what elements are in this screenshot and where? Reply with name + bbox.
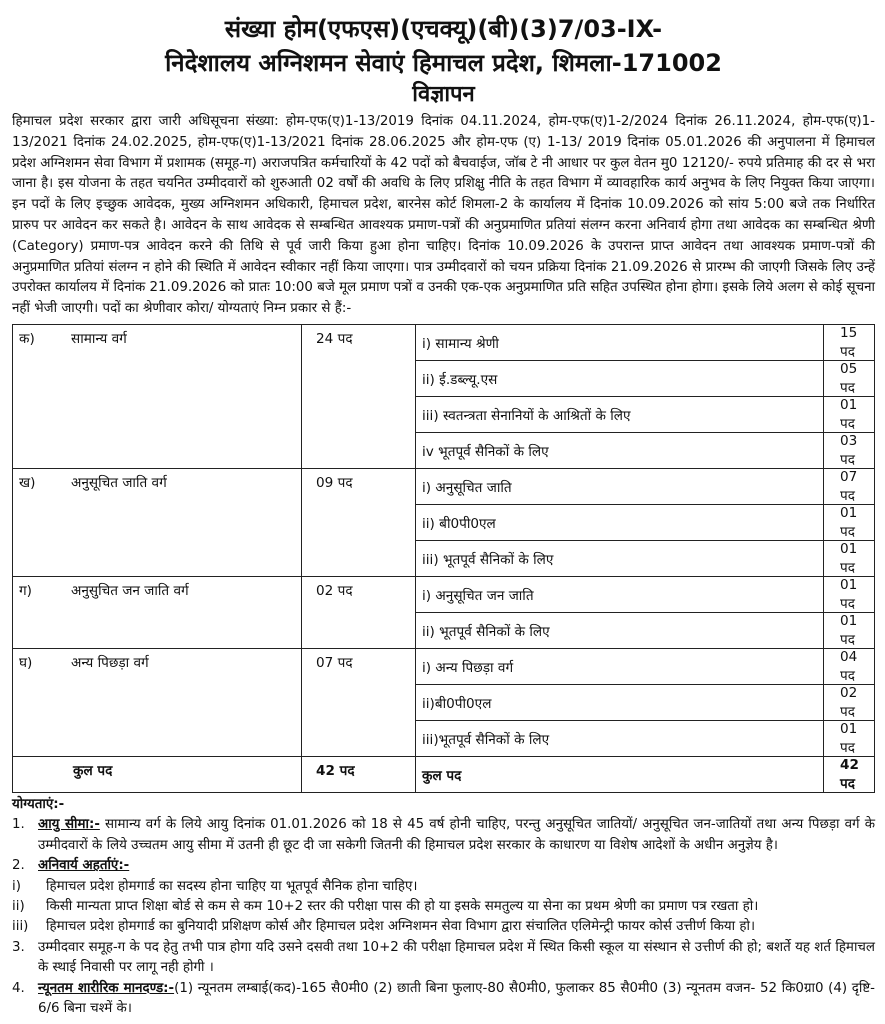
- subcategory-posts: 05 पद: [824, 360, 875, 396]
- subcategory-label: iii) भूतपूर्व सैनिकों के लिए: [416, 540, 824, 576]
- subcategory-label: iv भूतपूर्व सैनिकों के लिए: [416, 432, 824, 468]
- domicile-text: उम्मीदवार समूह-ग के पद हेतु तभी पात्र होगा यदि उसने दसवी तथा 10+2 की परीक्षा हिमाचल प्रदेश में स्थित किसी स्कूल या संस्थान से उत्तीर्ण की हो; बशर्ते यह शर्त हिमाचल के स्थाई निवासी पर लागू नही होगी ।: [38, 939, 875, 976]
- total-label: कुल पद: [13, 756, 302, 792]
- subcategory-posts: 01 पद: [824, 504, 875, 540]
- subcategory-posts: 02 पद: [824, 684, 875, 720]
- subcategory-posts: 04 पद: [824, 648, 875, 684]
- category-code: ग): [19, 582, 32, 599]
- subcategory-label: ii) बी0पी0एल: [416, 504, 824, 540]
- subcategory-posts: 01 पद: [824, 720, 875, 756]
- subcategory-posts: 07 पद: [824, 468, 875, 504]
- subcategory-label: i) सामान्य श्रेणी: [416, 324, 824, 360]
- subcategory-posts: 01 पद: [824, 540, 875, 576]
- category-name: अनुसूचित जाति वर्ग: [71, 474, 167, 491]
- category-cell: [13, 576, 302, 648]
- subcategory-posts: 15 पद: [824, 324, 875, 360]
- category-name: अन्य पिछड़ा वर्ग: [71, 654, 149, 671]
- subcategory-label: ii) भूतपूर्व सैनिकों के लिए: [416, 612, 824, 648]
- mandatory-item: [12, 917, 875, 937]
- qualifications-heading: योग्यताएं:-: [12, 796, 65, 812]
- total-posts: 42 पद: [302, 756, 416, 792]
- item-number: 2.: [12, 858, 25, 874]
- category-posts: 24 पद: [302, 324, 416, 468]
- subcategory-label: i) अनुसूचित जन जाति: [416, 576, 824, 612]
- subcategory-label: i) अन्य पिछड़ा वर्ग: [416, 648, 824, 684]
- mandatory-item: [12, 897, 875, 917]
- category-code: घ): [19, 654, 33, 671]
- age-limit-body: सामान्य वर्ग के लिये आयु दिनांक 01.01.2026 को 18 से 45 वर्ष होनी चाहिए, परन्तु अनुसूचित जातियों/ अनुसूचित जन-जातियों तथा अन्य पिछड़ा वर्ग के उम्मीदवारों के लिये उच्चतम आयु सीमा में उतनी ही छूट दी जा सकेगी जितनी की हिमाचल प्रदेश सरकार के काधारण या विशेष आदेशों के अधीन अनुज्ञेय है।: [38, 817, 875, 853]
- table-row: [13, 468, 875, 504]
- table-row: [13, 324, 875, 360]
- subcategory-label: i) अनुसूचित जाति: [416, 468, 824, 504]
- subcategory-label: ii)बी0पी0एल: [416, 684, 824, 720]
- total-posts-2: 42 पद: [824, 756, 875, 792]
- category-code: क): [19, 330, 35, 347]
- mandatory-item: [12, 877, 875, 897]
- age-limit-item: [12, 815, 875, 856]
- total-label-2: कुल पद: [416, 756, 824, 792]
- subcategory-label: iii)भूतपूर्व सैनिकों के लिए: [416, 720, 824, 756]
- physical-standards-text: [38, 979, 875, 1020]
- physical-standards-body: (1) न्यूनतम लम्बाई(कद)-165 सै0मी0 (2) छाती बिना फुलाए-80 सै0मी0, फुलाकर 85 सै0मी0 (3) न्यूनतम वजन- 52 कि0ग्रा0 (4) दृष्टि- 6/6 बिना चश्में के।: [38, 980, 875, 1017]
- table-row: [13, 648, 875, 684]
- mandatory-item-text: हिमाचल प्रदेश होमगार्ड का सदस्य होना चाहिए या भूतपूर्व सैनिक होना चाहिए।: [46, 878, 418, 894]
- item-number: 3.: [12, 939, 25, 955]
- mandatory-heading-item: [12, 856, 875, 876]
- total-row: [13, 756, 875, 792]
- category-cell: [13, 324, 302, 468]
- age-limit-title: आयु सीमा:-: [38, 817, 100, 833]
- subcategory-label: ii) ई.डब्ल्यू.एस: [416, 360, 824, 396]
- item-number: 1.: [12, 817, 25, 833]
- roman-numeral: iii): [12, 919, 29, 935]
- category-posts: 07 पद: [302, 648, 416, 756]
- category-name: सामान्य वर्ग: [71, 330, 127, 347]
- office-name: निदेशालय अग्निशमन सेवाएं हिमाचल प्रदेश, शिमला-171002: [165, 49, 722, 77]
- subcategory-posts: 01 पद: [824, 396, 875, 432]
- category-posts: 09 पद: [302, 468, 416, 576]
- category-name: अनुसुचित जन जाति वर्ग: [71, 582, 189, 599]
- physical-standards-item: [12, 979, 875, 1020]
- intro-paragraph: हिमाचल प्रदेश सरकार द्वारा जारी अधिसूचना संख्या: होम-एफ(ए)1-13/2019 दिनांक 04.11.2024, होम-एफ(ए)1-2/2024 दिनांक 26.11.2024, होम-एफ(ए)1-13/2021 दिनांक 24.02.2025, होम-एफ(ए)1-13/2021 दिनांक 28.06.2025 और होम-एफ (ए) 1-13/ 2019 दिनांक 05.01.2026 की अनुपालना में हिमाचल प्रदेश अग्निशमन सेवा विभाग में प्रशामक (समूह-ग) अराजपत्रित कर्मचारियों के 42 पदों को बैचवाईज, जॉब टे नी आधार पर कुल वेतन मु0 12120/- रुपये प्रतिमाह की दर से भरा जाना है। इस योजना के तहत चयनित उम्मीदवारों को शुरुआती 02 वर्षों की अवधि के लिए प्रशिक्षु नीति के तहत विभाग में व्यावहारिक कार्य अनुभव के लिए नियुक्त किया जाएगा। इन पदों के लिए इच्छुक आवेदक, मुख्य अग्निशमन अधिकारी, हिमाचल प्रदेश, बारनेस कोर्ट शिमला-2 के कार्यालय में दिनांक 10.09.2026 को सांय 5:00 बजे तक निर्धारित प्रारुप पर आवेदन कर सकते है। आवेदन के साथ आवेदक से सम्बन्धित आवश्यक प्रमाण-पत्रों की अनुप्रमाणित प्रतियां संलग्न करना अनिवार्य होगा तथा आवेदक का सम्बन्धित श्रेणी (Category) प्रमाण-पत्र आवेदन करने की तिथि से पूर्व जारी किया हुआ होना चाहिए। दिनांक 10.09.2026 के उपरान्त प्राप्त आवेदन तथा आवश्यक प्रमाण-पत्रों की अनुप्रमाणित प्रतियां संलग्न न होने की स्थिति में आवेदन स्वीकार नहीं किया जाएगा। पात्र उम्मीदवारों को चयन प्रक्रिया दिनांक 21.09.2026 से प्रारम्भ की जाएगी जिसके लिए उन्हें उपरोक्त कार्यालय में दिनांक 21.09.2026 को प्रातः 10:00 बजे मूल प्रमाण पत्रों व उनकी एक-एक अनुप्रमाणित प्रति सहित उपस्थित होना होगा। इसके लिये अलग से कोई सूचना नहीं भेजी जाएगी। पदों का श्रेणीवार कोरा/ योग्यताएं निम्न प्रकार से हैं:-: [12, 114, 875, 317]
- item-number: 4.: [12, 980, 25, 996]
- mandatory-list: [12, 877, 875, 938]
- subcategory-posts: 01 पद: [824, 612, 875, 648]
- physical-standards-title: न्यूनतम शारीरिक मानदण्ड:-: [38, 980, 175, 996]
- table-row: [13, 576, 875, 612]
- subcategory-posts: 03 पद: [824, 432, 875, 468]
- document-title: विज्ञापन: [412, 82, 475, 107]
- roman-numeral: ii): [12, 899, 25, 914]
- category-cell: [13, 648, 302, 756]
- reference-number: संख्या होम(एफएस)(एचक्यू)(बी)(3)7/03-IX-: [224, 15, 663, 43]
- category-cell: [13, 468, 302, 576]
- age-limit-text: [38, 815, 875, 856]
- subcategory-label: iii) स्वतन्त्रता सेनानियों के आश्रितों के लिए: [416, 396, 824, 432]
- subcategory-posts: 01 पद: [824, 576, 875, 612]
- category-code: ख): [19, 474, 36, 491]
- roman-numeral: i): [12, 878, 21, 894]
- domicile-item: [12, 938, 875, 979]
- mandatory-item-text: किसी मान्यता प्राप्त शिक्षा बोर्ड से कम से कम 10+2 स्तर की परीक्षा पास की हो या इसके समतुल्य या सेना का प्रथम श्रेणी का प्रमाण पत्र रखता हो।: [46, 899, 759, 914]
- seat-distribution-table: [12, 324, 875, 793]
- mandatory-item-text: हिमाचल प्रदेश होमगार्ड का बुनियादी प्रशिक्षण कोर्स और हिमाचल प्रदेश अग्निशमन सेवा विभाग द्वारा संचालित एलिमेन्ट्री फायर कोर्स उत्तीर्ण किया हो।: [46, 919, 756, 935]
- category-posts: 02 पद: [302, 576, 416, 648]
- mandatory-title: अनिवार्य अहर्ताएं:-: [38, 858, 130, 874]
- qualifications-section: [12, 795, 875, 1019]
